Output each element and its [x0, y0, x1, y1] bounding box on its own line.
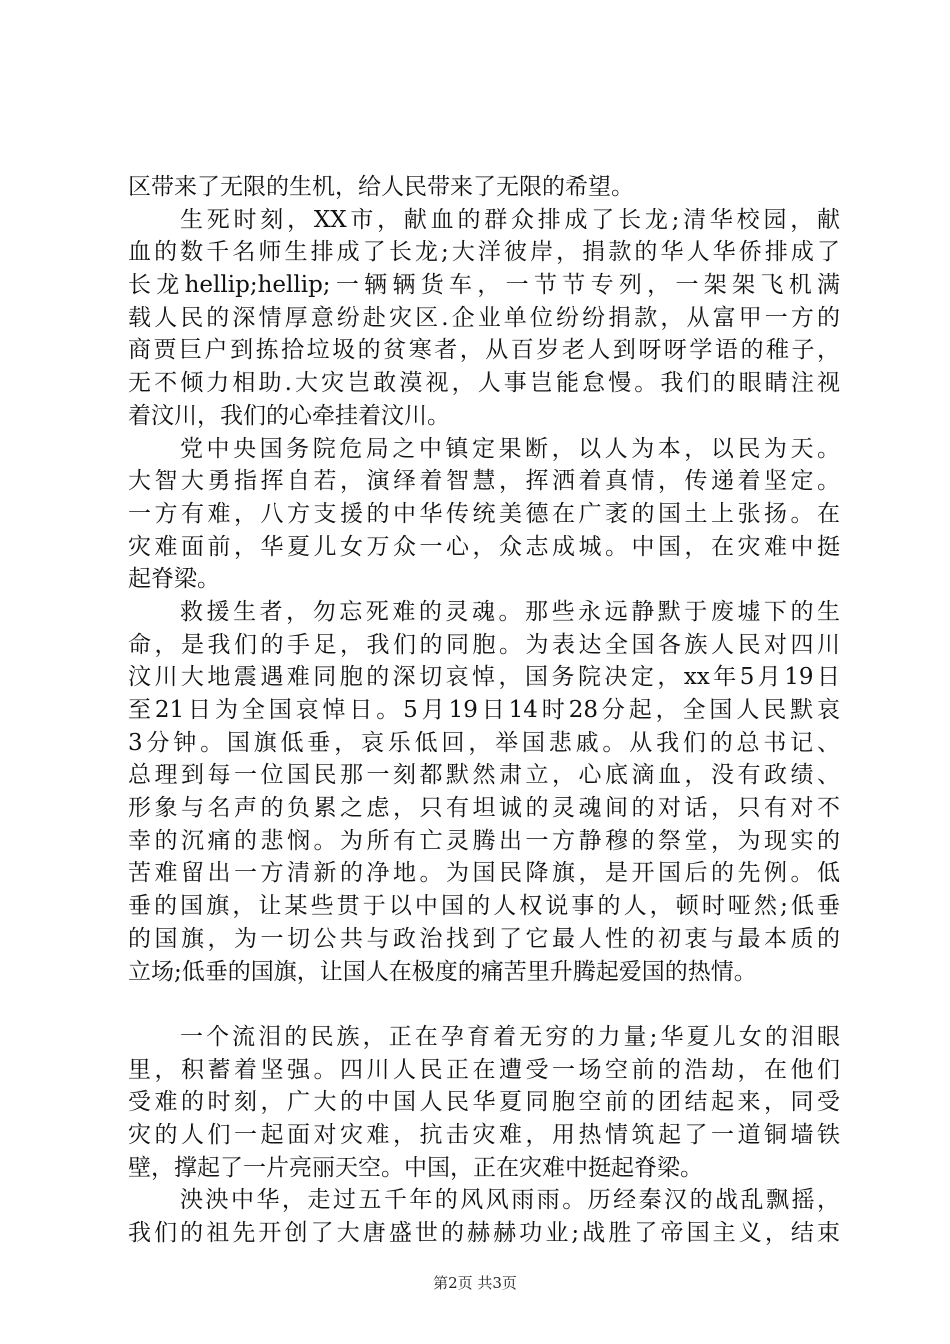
- text-line: 一方有难，八方支援的中华传统美德在广袤的国土上张扬。在: [128, 500, 840, 527]
- text-line: 总理到每一位国民那一刻都默然肃立，心底滴血，没有政绩、: [128, 762, 840, 789]
- text-line: 汶川大地震遇难同胞的深切哀悼，国务院决定，xx年5月19日: [128, 664, 840, 691]
- text-line: 区带来了无限的生机，给人民带来了无限的希望。: [128, 174, 634, 200]
- text-line: 起脊梁。: [128, 566, 220, 593]
- document-body: [128, 171, 840, 1250]
- text-line: 商贾巨户到拣拾垃圾的贫寒者，从百岁老人到呀呀学语的稚子，: [128, 337, 840, 364]
- text-line: 受难的时刻，广大的中国人民华夏同胞空前的团结起来，同受: [128, 1089, 840, 1116]
- text-line: 血的数千名师生排成了长龙;大洋彼岸，捐款的华人华侨排成了: [128, 239, 840, 266]
- text-line: 至21日为全国哀悼日。5月19日14时28分起，全国人民默哀: [128, 697, 840, 723]
- text-line: 载人民的深情厚意纷赴灾区.企业单位纷纷捐款，从富甲一方的: [128, 304, 840, 331]
- text-line: 无不倾力相助.大灾岂敢漠视，人事岂能怠慢。我们的眼睛注视: [128, 370, 840, 397]
- page-number-footer: 第2页 共3页: [433, 1274, 517, 1292]
- paragraph-first-line: 一个流泪的民族，正在孕育着无穷的力量;华夏儿女的泪眼: [180, 1023, 840, 1050]
- text-line: 的国旗，为一切公共与政治找到了它最人性的初衷与最本质的: [128, 925, 840, 952]
- text-line: 我们的祖先开创了大唐盛世的赫赫功业;战胜了帝国主义，结束: [128, 1220, 840, 1246]
- text-line: 大智大勇指挥自若，演绎着智慧，挥洒着真情，传递着坚定。: [128, 468, 840, 495]
- paragraph-first-line: 党中央国务院危局之中镇定果断，以人为本，以民为天。: [180, 435, 840, 462]
- text-line: 立场;低垂的国旗，让国人在极度的痛苦里升腾起爱国的热情。: [128, 958, 757, 985]
- text-line: 3分钟。国旗低垂，哀乐低回，举国悲戚。从我们的总书记、: [128, 729, 840, 756]
- text-line: 长龙hellip;hellip;一辆辆货车，一节节专列，一架架飞机满: [128, 272, 840, 299]
- text-line: 壁，撑起了一片亮丽天空。中国，正在灾难中挺起脊梁。: [128, 1154, 703, 1181]
- text-line: 里，积蓄着坚强。四川人民正在遭受一场空前的浩劫，在他们: [128, 1056, 840, 1083]
- paragraph-gap: [128, 988, 840, 1021]
- text-line: 苦难留出一方清新的净地。为国民降旗，是开国后的先例。低: [128, 860, 840, 887]
- text-line: 灾难面前，华夏儿女万众一心，众志成城。中国，在灾难中挺: [128, 533, 840, 560]
- text-line: 命，是我们的手足，我们的同胞。为表达全国各族人民对四川: [128, 631, 840, 658]
- text-line: 着汶川，我们的心牵挂着汶川。: [128, 402, 450, 429]
- text-line: 形象与名声的负累之虑，只有坦诚的灵魂间的对话，只有对不: [128, 795, 840, 822]
- paragraph-first-line: 生死时刻，XX市，献血的群众排成了长龙;清华校园，献: [180, 206, 840, 233]
- text-line: 幸的沉痛的悲悯。为所有亡灵腾出一方静穆的祭堂，为现实的: [128, 827, 840, 854]
- text-line: 垂的国旗，让某些贯于以中国的人权说事的人，顿时哑然;低垂: [128, 893, 840, 920]
- paragraph-first-line: 泱泱中华，走过五千年的风风雨雨。历经秦汉的战乱飘摇，: [180, 1187, 840, 1214]
- text-line: 灾的人们一起面对灾难，抗击灾难，用热情筑起了一道铜墙铁: [128, 1121, 840, 1148]
- paragraph-first-line: 救援生者，勿忘死难的灵魂。那些永远静默于废墟下的生: [180, 598, 840, 625]
